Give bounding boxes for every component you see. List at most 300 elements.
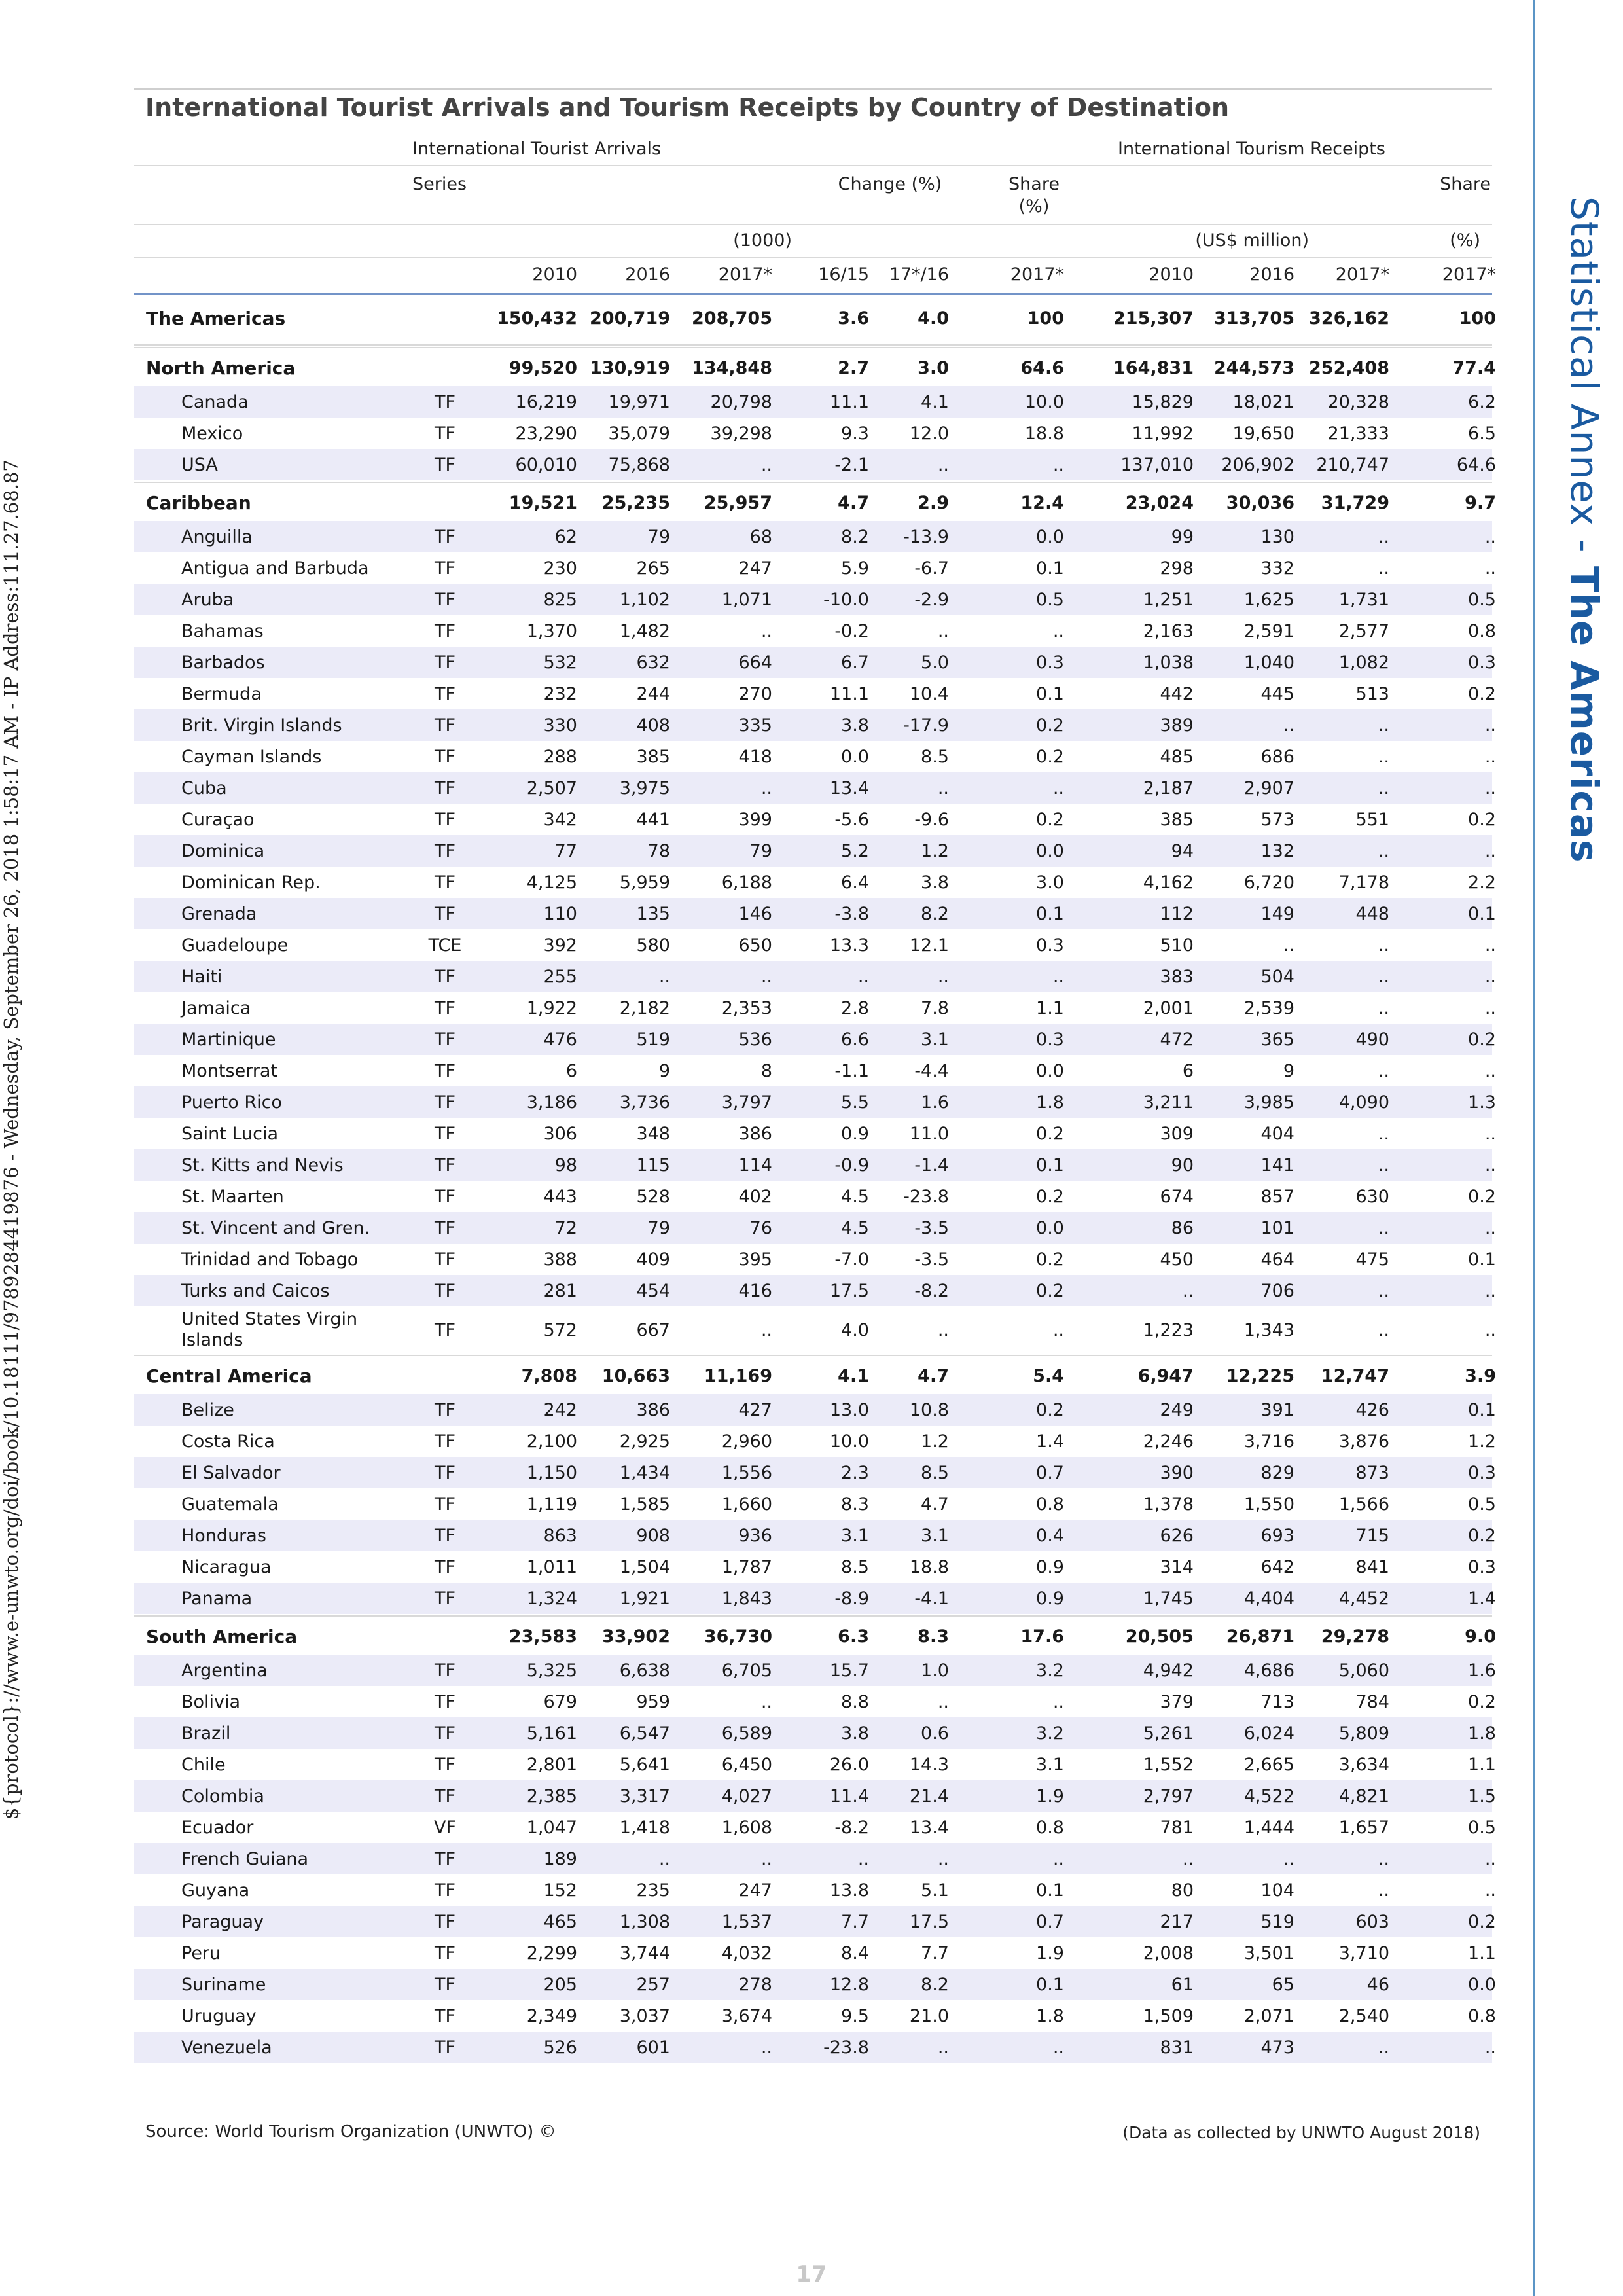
cell-arrivals-2017: 8: [760, 1060, 772, 1081]
cell-share-arrivals-2017: 0.2: [1036, 715, 1064, 736]
cell-share-arrivals-2017: ..: [1052, 454, 1064, 475]
row-name: Belize: [181, 1399, 234, 1420]
cell-receipts-2017: 46: [1366, 1974, 1389, 1995]
table-row: [134, 709, 1496, 741]
cell-arrivals-2016: 235: [636, 1880, 670, 1901]
cell-share-receipts-2017: 1.5: [1468, 1785, 1496, 1806]
cell-change-16-15: 4.7: [838, 492, 869, 513]
cell-arrivals-2010: 1,119: [526, 1494, 577, 1515]
table-row: [134, 1520, 1496, 1551]
cell-receipts-2010: 1,378: [1143, 1494, 1194, 1515]
cell-change-16-15: -10.0: [823, 589, 869, 610]
cell-arrivals-2010: 2,100: [526, 1431, 577, 1452]
cell-change-17-16: 3.8: [921, 872, 949, 893]
cell-receipts-2016: 693: [1260, 1525, 1294, 1546]
cell-arrivals-2016: 3,744: [619, 1943, 670, 1964]
cell-arrivals-2010: 23,583: [508, 1626, 577, 1647]
cell-receipts-2010: 1,552: [1143, 1754, 1194, 1775]
cell-arrivals-2017: ..: [760, 1848, 772, 1869]
cell-change-17-16: 7.8: [921, 997, 949, 1018]
cell-receipts-2016: 3,985: [1243, 1092, 1294, 1113]
series-code: TF: [434, 1060, 456, 1081]
cell-receipts-2017: 426: [1355, 1399, 1389, 1420]
cell-receipts-2016: 206,902: [1221, 454, 1294, 475]
header-rule: [134, 224, 1492, 225]
cell-change-17-16: -4.1: [914, 1588, 949, 1609]
cell-arrivals-2010: 99,520: [508, 357, 577, 378]
table-row: [134, 741, 1496, 772]
cell-share-receipts-2017: 9.7: [1465, 492, 1496, 513]
cell-share-arrivals-2017: 3.0: [1036, 872, 1064, 893]
row-name: USA: [181, 454, 218, 475]
region-row: [134, 484, 1496, 521]
cell-arrivals-2016: 1,418: [619, 1817, 670, 1838]
cell-receipts-2017: 784: [1355, 1691, 1389, 1712]
cell-share-receipts-2017: 0.8: [1468, 620, 1496, 641]
cell-change-17-16: -8.2: [914, 1280, 949, 1301]
header-rule: [134, 165, 1492, 166]
row-name: Panama: [181, 1588, 253, 1609]
cell-change-16-15: 13.8: [829, 1880, 869, 1901]
row-name: Montserrat: [181, 1060, 278, 1081]
row-name: Argentina: [181, 1660, 268, 1681]
cell-share-arrivals-2017: 0.8: [1036, 1817, 1064, 1838]
cell-arrivals-2017: 1,537: [721, 1911, 772, 1932]
cell-receipts-2016: 686: [1260, 746, 1294, 767]
cell-receipts-2017: 475: [1355, 1249, 1389, 1270]
cell-change-16-15: 9.3: [841, 423, 869, 444]
cell-share-receipts-2017: ..: [1484, 746, 1496, 767]
cell-arrivals-2016: 135: [636, 903, 670, 924]
cell-change-17-16: ..: [937, 454, 949, 475]
cell-arrivals-2016: 130,919: [590, 357, 670, 378]
cell-share-receipts-2017: 0.3: [1468, 1462, 1496, 1483]
cell-arrivals-2017: ..: [760, 778, 772, 798]
cell-arrivals-2010: 572: [543, 1319, 577, 1340]
cell-receipts-2016: 104: [1260, 1880, 1294, 1901]
cell-change-16-15: -1.1: [834, 1060, 869, 1081]
series-code: TF: [434, 1974, 456, 1995]
header-share-arrivals: Share: [1008, 174, 1060, 194]
cell-change-17-16: ..: [937, 1319, 949, 1340]
cell-receipts-2017: 490: [1355, 1029, 1389, 1050]
series-code: TF: [434, 1431, 456, 1452]
cell-receipts-2017: 873: [1355, 1462, 1389, 1483]
cell-receipts-2016: 4,522: [1243, 1785, 1294, 1806]
cell-share-receipts-2017: 1.3: [1468, 1092, 1496, 1113]
cell-receipts-2016: 3,501: [1243, 1943, 1294, 1964]
cell-receipts-2017: 21,333: [1327, 423, 1389, 444]
table-row: [134, 1244, 1496, 1275]
cell-change-17-16: 8.5: [921, 746, 949, 767]
cell-arrivals-2016: ..: [658, 1848, 670, 1869]
cell-change-16-15: 4.0: [841, 1319, 869, 1340]
row-name: Bahamas: [181, 620, 264, 641]
cell-change-17-16: ..: [937, 620, 949, 641]
cell-share-arrivals-2017: 1.8: [1036, 2005, 1064, 2026]
series-code: TF: [434, 1186, 456, 1207]
cell-arrivals-2017: 76: [749, 1217, 772, 1238]
cell-receipts-2010: 217: [1160, 1911, 1194, 1932]
row-name: Brazil: [181, 1723, 231, 1744]
column-header-receipts-2010: 2010: [1149, 264, 1194, 285]
row-name: Venezuela: [181, 2037, 272, 2058]
cell-receipts-2010: 831: [1160, 2037, 1194, 2058]
cell-share-receipts-2017: 77.4: [1452, 357, 1496, 378]
cell-receipts-2010: 90: [1171, 1155, 1194, 1175]
region-row: [134, 1618, 1496, 1655]
row-name: Bermuda: [181, 683, 262, 704]
row-name: Aruba: [181, 589, 234, 610]
cell-arrivals-2010: 6: [565, 1060, 577, 1081]
cell-arrivals-2010: 4,125: [526, 872, 577, 893]
cell-receipts-2016: 2,907: [1243, 778, 1294, 798]
cell-change-16-15: 5.5: [841, 1092, 869, 1113]
row-name: Honduras: [181, 1525, 266, 1546]
cell-arrivals-2017: 402: [738, 1186, 772, 1207]
cell-change-16-15: 7.7: [841, 1911, 869, 1932]
cell-arrivals-2016: 79: [647, 1217, 670, 1238]
cell-arrivals-2016: 348: [636, 1123, 670, 1144]
cell-share-receipts-2017: 0.2: [1468, 1911, 1496, 1932]
cell-share-receipts-2017: 0.3: [1468, 1556, 1496, 1577]
cell-arrivals-2010: 306: [543, 1123, 577, 1144]
cell-arrivals-2010: 62: [554, 526, 577, 547]
cell-change-16-15: 13.3: [829, 935, 869, 956]
header-receipts: International Tourism Receipts: [1118, 139, 1385, 159]
cell-change-17-16: ..: [937, 2037, 949, 2058]
cell-share-receipts-2017: ..: [1484, 966, 1496, 987]
cell-arrivals-2016: 1,921: [619, 1588, 670, 1609]
cell-change-17-16: -13.9: [903, 526, 949, 547]
cell-change-16-15: -0.2: [834, 620, 869, 641]
cell-arrivals-2016: 6,547: [619, 1723, 670, 1744]
cell-receipts-2017: ..: [1378, 997, 1389, 1018]
row-name: Dominica: [181, 840, 265, 861]
cell-arrivals-2017: 36,730: [704, 1626, 772, 1647]
series-code: TF: [434, 1880, 456, 1901]
cell-arrivals-2010: 443: [543, 1186, 577, 1207]
row-name: Grenada: [181, 903, 257, 924]
cell-arrivals-2010: 110: [543, 903, 577, 924]
cell-arrivals-2016: 601: [636, 2037, 670, 2058]
cell-arrivals-2016: 3,317: [619, 1785, 670, 1806]
row-name: Cayman Islands: [181, 746, 322, 767]
cell-receipts-2017: 4,452: [1338, 1588, 1389, 1609]
cell-arrivals-2017: ..: [760, 1319, 772, 1340]
cell-receipts-2017: 1,082: [1338, 652, 1389, 673]
cell-arrivals-2016: 33,902: [601, 1626, 670, 1647]
cell-receipts-2010: 1,223: [1143, 1319, 1194, 1340]
cell-receipts-2016: 391: [1260, 1399, 1294, 1420]
cell-arrivals-2017: 25,957: [704, 492, 772, 513]
cell-arrivals-2017: 134,848: [692, 357, 772, 378]
cell-arrivals-2010: 2,507: [526, 778, 577, 798]
column-header-change-16-15: 16/15: [818, 264, 869, 285]
series-code: TF: [434, 1660, 456, 1681]
cell-receipts-2016: 12,225: [1226, 1365, 1294, 1386]
cell-receipts-2016: 857: [1260, 1186, 1294, 1207]
cell-share-receipts-2017: 6.5: [1468, 423, 1496, 444]
cell-receipts-2010: 1,509: [1143, 2005, 1194, 2026]
cell-receipts-2016: 464: [1260, 1249, 1294, 1270]
cell-receipts-2010: 485: [1160, 746, 1194, 767]
cell-share-arrivals-2017: 0.0: [1036, 1060, 1064, 1081]
cell-receipts-2016: 4,404: [1243, 1588, 1294, 1609]
cell-receipts-2016: 473: [1260, 2037, 1294, 2058]
cell-receipts-2010: 314: [1160, 1556, 1194, 1577]
cell-arrivals-2017: 427: [738, 1399, 772, 1420]
cell-share-arrivals-2017: 0.1: [1036, 1974, 1064, 1995]
column-header-change-17-16: 17*/16: [889, 264, 949, 285]
cell-share-receipts-2017: ..: [1484, 715, 1496, 736]
cell-arrivals-2016: 1,102: [619, 589, 670, 610]
cell-arrivals-2016: 632: [636, 652, 670, 673]
row-name: Antigua and Barbuda: [181, 558, 369, 579]
access-watermark: ${protocol}://www.e-unwto.org/doi/book/10.18111/9789284419876 - Wednesday, September 26, 2018 1:58:17 AM - IP Address:111.27.68.87: [0, 459, 22, 1820]
cell-receipts-2016: ..: [1283, 1848, 1294, 1869]
cell-arrivals-2016: 78: [647, 840, 670, 861]
cell-receipts-2016: 713: [1260, 1691, 1294, 1712]
series-code: TF: [434, 1525, 456, 1546]
row-name: United States Virgin Islands: [181, 1309, 358, 1350]
cell-receipts-2017: 210,747: [1316, 454, 1389, 475]
cell-receipts-2010: 4,942: [1143, 1660, 1194, 1681]
cell-share-receipts-2017: 64.6: [1456, 454, 1496, 475]
cell-change-17-16: 1.2: [921, 840, 949, 861]
cell-receipts-2016: 332: [1260, 558, 1294, 579]
cell-arrivals-2017: 1,071: [721, 589, 772, 610]
cell-receipts-2017: ..: [1378, 935, 1389, 956]
cell-share-arrivals-2017: ..: [1052, 2037, 1064, 2058]
cell-arrivals-2016: 19,971: [608, 391, 670, 412]
table-row: [134, 929, 1496, 961]
cell-arrivals-2017: 1,608: [721, 1817, 772, 1838]
cell-share-receipts-2017: 0.2: [1468, 1691, 1496, 1712]
series-code: TF: [434, 1029, 456, 1050]
cell-share-receipts-2017: 0.3: [1468, 652, 1496, 673]
cell-change-17-16: 4.0: [918, 308, 949, 329]
row-name: Nicaragua: [181, 1556, 272, 1577]
cell-change-17-16: 3.1: [921, 1029, 949, 1050]
table-row: [134, 521, 1496, 552]
cell-arrivals-2010: 2,299: [526, 1943, 577, 1964]
cell-change-16-15: 6.3: [838, 1626, 869, 1647]
cell-arrivals-2016: 408: [636, 715, 670, 736]
cell-share-arrivals-2017: 0.7: [1036, 1911, 1064, 1932]
cell-arrivals-2017: 395: [738, 1249, 772, 1270]
cell-receipts-2010: 11,992: [1132, 423, 1194, 444]
cell-arrivals-2016: 79: [647, 526, 670, 547]
cell-change-16-15: ..: [857, 966, 869, 987]
header-share-arrivals-unit: (%): [1018, 196, 1050, 217]
cell-change-17-16: 11.0: [909, 1123, 949, 1144]
cell-share-receipts-2017: 3.9: [1465, 1365, 1496, 1386]
cell-arrivals-2016: 2,182: [619, 997, 670, 1018]
cell-arrivals-2016: 3,975: [619, 778, 670, 798]
cell-share-arrivals-2017: ..: [1052, 1848, 1064, 1869]
cell-share-arrivals-2017: 0.5: [1036, 589, 1064, 610]
cell-arrivals-2017: 416: [738, 1280, 772, 1301]
cell-arrivals-2017: 1,787: [721, 1556, 772, 1577]
cell-receipts-2017: 3,634: [1338, 1754, 1389, 1775]
row-name: St. Vincent and Gren.: [181, 1217, 370, 1238]
region-row: [134, 350, 1496, 386]
cell-change-16-15: -0.9: [834, 1155, 869, 1175]
cell-receipts-2017: ..: [1378, 1155, 1389, 1175]
cell-change-17-16: 12.0: [909, 423, 949, 444]
cell-arrivals-2016: 5,959: [619, 872, 670, 893]
cell-share-receipts-2017: 0.1: [1468, 903, 1496, 924]
series-code: TF: [434, 1848, 456, 1869]
cell-arrivals-2010: 150,432: [497, 308, 577, 329]
cell-change-16-15: 2.8: [841, 997, 869, 1018]
column-header-receipts-2017: 2017*: [1335, 264, 1389, 285]
cell-share-arrivals-2017: ..: [1052, 1319, 1064, 1340]
cell-receipts-2016: 445: [1260, 683, 1294, 704]
series-code: TF: [434, 746, 456, 767]
cell-change-17-16: 4.7: [921, 1494, 949, 1515]
cell-receipts-2010: 379: [1160, 1691, 1194, 1712]
cell-arrivals-2010: 72: [554, 1217, 577, 1238]
cell-receipts-2017: 630: [1355, 1186, 1389, 1207]
cell-receipts-2016: 3,716: [1243, 1431, 1294, 1452]
cell-share-receipts-2017: 0.5: [1468, 1494, 1496, 1515]
cell-arrivals-2017: 11,169: [704, 1365, 772, 1386]
cell-receipts-2017: 1,657: [1338, 1817, 1389, 1838]
cell-change-16-15: 9.5: [841, 2005, 869, 2026]
cell-change-16-15: 8.8: [841, 1691, 869, 1712]
cell-arrivals-2017: 386: [738, 1123, 772, 1144]
cell-change-17-16: 12.1: [909, 935, 949, 956]
cell-receipts-2017: ..: [1378, 715, 1389, 736]
cell-share-arrivals-2017: 0.3: [1036, 1029, 1064, 1050]
cell-share-receipts-2017: 0.2: [1468, 1186, 1496, 1207]
header-series: Series: [412, 174, 467, 194]
cell-arrivals-2016: 667: [636, 1319, 670, 1340]
cell-change-17-16: 8.2: [921, 1974, 949, 1995]
cell-share-receipts-2017: 1.2: [1468, 1431, 1496, 1452]
cell-share-receipts-2017: 0.2: [1468, 683, 1496, 704]
cell-change-16-15: 3.8: [841, 1723, 869, 1744]
cell-share-arrivals-2017: 1.4: [1036, 1431, 1064, 1452]
cell-change-16-15: ..: [857, 1848, 869, 1869]
table-row: [134, 992, 1496, 1024]
row-name: Bolivia: [181, 1691, 241, 1712]
cell-arrivals-2017: 3,674: [721, 2005, 772, 2026]
row-name: Martinique: [181, 1029, 276, 1050]
cell-receipts-2016: 1,625: [1243, 589, 1294, 610]
cell-arrivals-2017: 936: [738, 1525, 772, 1546]
cell-arrivals-2016: 1,434: [619, 1462, 670, 1483]
cell-change-16-15: 13.4: [829, 778, 869, 798]
row-name: Suriname: [181, 1974, 266, 1995]
cell-receipts-2017: 603: [1355, 1911, 1389, 1932]
row-name: Caribbean: [146, 492, 251, 514]
cell-change-17-16: -3.5: [914, 1249, 949, 1270]
cell-share-arrivals-2017: 0.0: [1036, 1217, 1064, 1238]
cell-change-16-15: 8.5: [841, 1556, 869, 1577]
row-name: Central America: [146, 1365, 312, 1387]
cell-share-receipts-2017: ..: [1484, 558, 1496, 579]
series-code: TF: [434, 391, 456, 412]
cell-change-16-15: 6.4: [841, 872, 869, 893]
cell-change-17-16: 8.2: [921, 903, 949, 924]
cell-receipts-2010: 2,001: [1143, 997, 1194, 1018]
row-name: St. Kitts and Nevis: [181, 1155, 344, 1175]
row-name: Guatemala: [181, 1494, 279, 1515]
table-row: [134, 1306, 1496, 1354]
cell-change-16-15: 10.0: [829, 1431, 869, 1452]
row-name: St. Maarten: [181, 1186, 284, 1207]
row-name: North America: [146, 357, 296, 379]
series-code: TF: [434, 1723, 456, 1744]
row-name: Turks and Caicos: [181, 1280, 330, 1301]
table-row: [134, 2032, 1496, 2063]
row-name: Guyana: [181, 1880, 250, 1901]
series-code: TF: [434, 558, 456, 579]
cell-change-17-16: -2.9: [914, 589, 949, 610]
cell-arrivals-2016: 1,482: [619, 620, 670, 641]
cell-receipts-2016: 519: [1260, 1911, 1294, 1932]
cell-arrivals-2017: 68: [749, 526, 772, 547]
cell-change-17-16: 1.6: [921, 1092, 949, 1113]
cell-arrivals-2017: 6,705: [721, 1660, 772, 1681]
cell-change-17-16: 8.5: [921, 1462, 949, 1483]
cell-arrivals-2017: ..: [760, 620, 772, 641]
total-separator: [134, 344, 1492, 346]
cell-change-16-15: 11.1: [829, 391, 869, 412]
cell-share-receipts-2017: 2.2: [1468, 872, 1496, 893]
table-row: [134, 1551, 1496, 1583]
cell-receipts-2017: 448: [1355, 903, 1389, 924]
cell-receipts-2016: 706: [1260, 1280, 1294, 1301]
cell-arrivals-2010: 3,186: [526, 1092, 577, 1113]
cell-arrivals-2010: 2,801: [526, 1754, 577, 1775]
cell-change-16-15: 0.0: [841, 746, 869, 767]
series-code: TF: [434, 526, 456, 547]
cell-receipts-2017: ..: [1378, 1319, 1389, 1340]
cell-change-17-16: 1.2: [921, 1431, 949, 1452]
cell-receipts-2016: ..: [1283, 935, 1294, 956]
cell-arrivals-2010: 205: [543, 1974, 577, 1995]
cell-share-arrivals-2017: 18.8: [1024, 423, 1064, 444]
cell-change-17-16: ..: [937, 1691, 949, 1712]
cell-arrivals-2017: 20,798: [710, 391, 772, 412]
cell-change-17-16: 5.0: [921, 652, 949, 673]
cell-arrivals-2010: 679: [543, 1691, 577, 1712]
region-separator: [134, 1615, 1492, 1617]
cell-share-arrivals-2017: 17.6: [1020, 1626, 1064, 1647]
cell-receipts-2017: 4,821: [1338, 1785, 1389, 1806]
table-row: [134, 1749, 1496, 1780]
cell-arrivals-2017: 2,353: [721, 997, 772, 1018]
cell-arrivals-2016: 441: [636, 809, 670, 830]
cell-receipts-2017: 1,566: [1338, 1494, 1389, 1515]
row-name: Curaçao: [181, 809, 255, 830]
cell-receipts-2010: 4,162: [1143, 872, 1194, 893]
region-row: [134, 1357, 1496, 1394]
table-row: [134, 772, 1496, 804]
cell-share-arrivals-2017: ..: [1052, 620, 1064, 641]
cell-receipts-2010: 215,307: [1113, 308, 1194, 329]
cell-change-17-16: 21.0: [909, 2005, 949, 2026]
table-row: [134, 1118, 1496, 1149]
cell-receipts-2010: 1,251: [1143, 589, 1194, 610]
cell-arrivals-2016: 528: [636, 1186, 670, 1207]
cell-arrivals-2017: 3,797: [721, 1092, 772, 1113]
table-row: [134, 835, 1496, 867]
